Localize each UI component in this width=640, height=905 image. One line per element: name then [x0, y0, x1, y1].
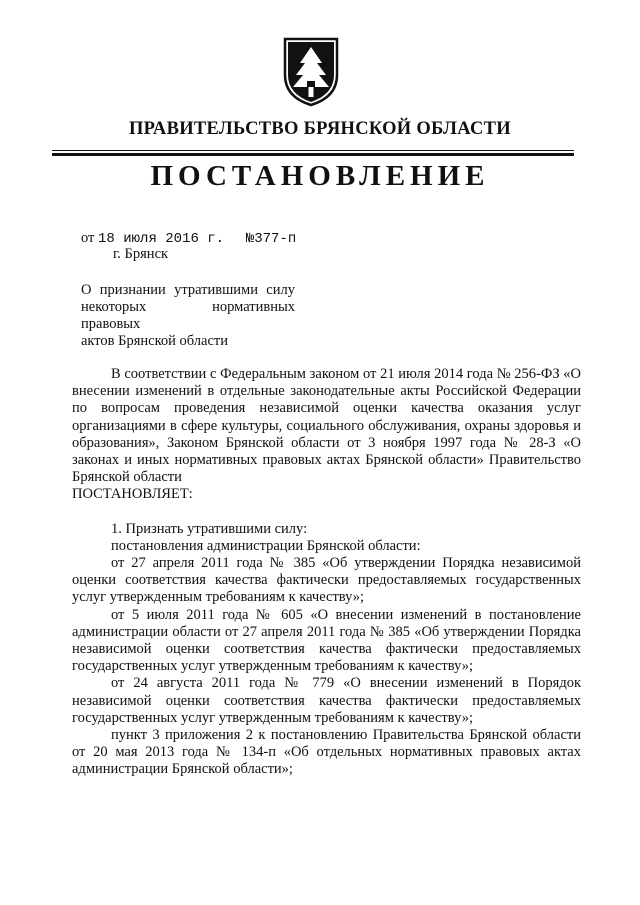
- subject-line: О признании утратившими силу: [81, 282, 295, 298]
- repealed-act-paragraph: от 5 июля 2011 года № 605 «О внесении изменений в постановление администрации области от 27 апреля 2011 года № 385 «Об утверждении Порядка независимой оценки соответствия качества фактически предоставляемых государственных услуг утвержденным требованиям к качеству»;: [72, 606, 581, 675]
- item-heading: 1. Признать утратившими силу:: [111, 520, 308, 537]
- header-rule-thick: [52, 153, 574, 156]
- document-body: [72, 366, 581, 779]
- date-number-line: [81, 230, 296, 247]
- city: г. Брянск: [113, 246, 169, 262]
- preamble-paragraph: В соответствии с Федеральным законом от 21 июля 2014 года № 256-ФЗ «О внесении изменений в отдельные законодательные акты Российской Федерации по вопросам проведения независимой оценки качества оказания услуг организациями в сфере культуры, социального обслуживания, охраны здоровья и образования», Законом Брянской области от 3 ноября 1997 года № 28-З «О законах и иных нормативных правовых актах Брянской области» Правительство Брянской области: [72, 366, 581, 486]
- repealed-act-paragraph: от 27 апреля 2011 года № 385 «Об утверждении Порядка независимой оценки соответствия качества фактически предоставляемых государственных услуг утвержденным требованиям к качеству»;: [72, 555, 581, 606]
- document-subject: [81, 282, 295, 350]
- document-number: №377-п: [245, 231, 297, 247]
- paragraph-gap: [72, 504, 581, 521]
- date-value: 18 июля 2016 г.: [98, 231, 225, 247]
- coat-of-arms-icon: [279, 35, 343, 107]
- repealed-act-paragraph: от 24 августа 2011 года № 779 «О внесении изменений в Порядок независимой оценки соответствия качества фактически предоставляемых государственных услуг утвержденным требованиям к качеству»;: [72, 675, 581, 726]
- subject-line: актов Брянской области: [81, 333, 229, 349]
- document-type-title: ПОСТАНОВЛЕНИЕ: [150, 160, 490, 192]
- subject-line: некоторых нормативных правовых: [81, 299, 295, 332]
- government-title: ПРАВИТЕЛЬСТВО БРЯНСКОЙ ОБЛАСТИ: [128, 119, 511, 139]
- repealed-act-paragraph: пункт 3 приложения 2 к постановлению Правительства Брянской области от 20 мая 2013 года № 134-п «Об отдельных нормативных правовых актах администрации Брянской области»;: [72, 727, 581, 778]
- decree-word: ПОСТАНОВЛЯЕТ:: [72, 486, 193, 503]
- header-rule-thin: [52, 150, 574, 151]
- date-prefix: от: [81, 230, 95, 246]
- item-intro: постановления администрации Брянской области:: [111, 537, 421, 554]
